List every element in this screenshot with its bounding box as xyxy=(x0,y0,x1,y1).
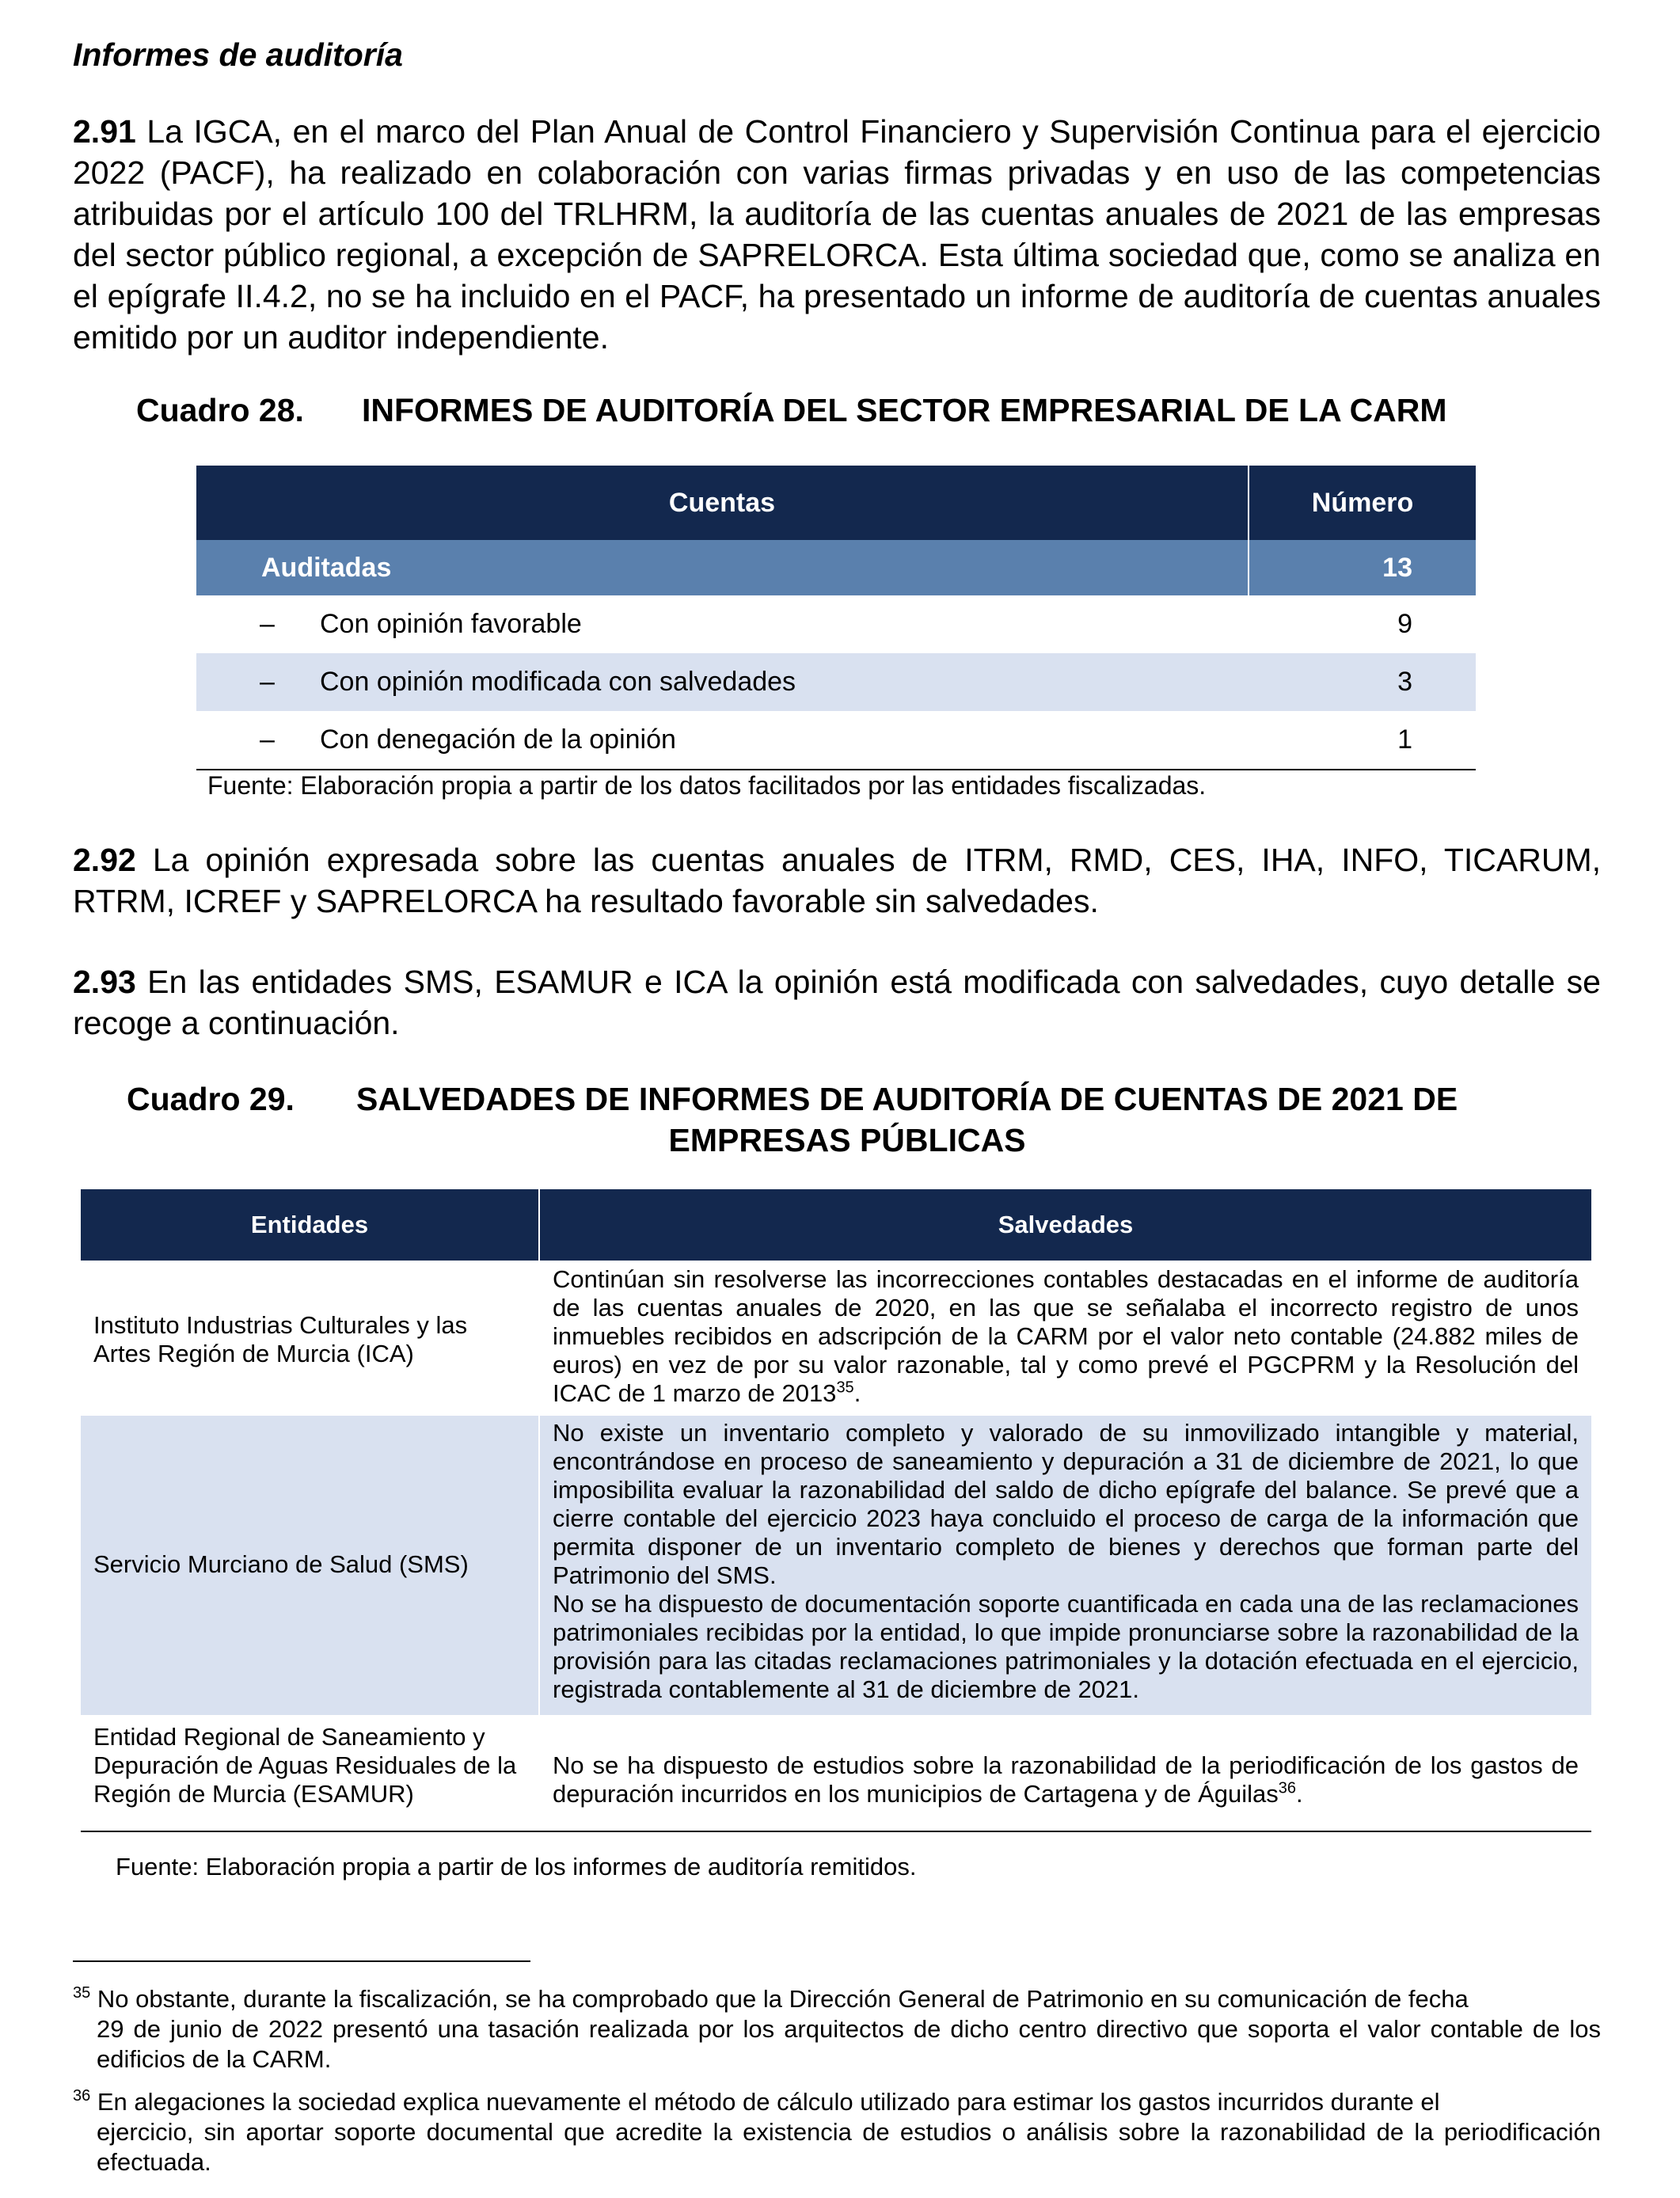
entity-name: Entidad Regional de Saneamiento y Depuración de Aguas Residuales de la Región de Murcia (ESAMUR) xyxy=(93,1723,517,1808)
paragraph-number: 2.92 xyxy=(73,842,136,878)
table-row-sms xyxy=(81,1416,1591,1715)
table-header xyxy=(196,466,1476,540)
table-row xyxy=(196,653,1476,711)
table-29-source: Fuente: Elaboración propia a partir de los informes de auditoría remitidos. xyxy=(116,1853,917,1880)
row-value: 9 xyxy=(1397,609,1412,639)
table-header xyxy=(81,1189,1591,1261)
caption-title: INFORMES DE AUDITORÍA DEL SECTOR EMPRESARIAL DE LA CARM xyxy=(362,392,1447,428)
footnote-divider xyxy=(73,1960,530,1962)
dash-bullet: – xyxy=(260,724,275,755)
paragraph-text: En las entidades SMS, ESAMUR e ICA la opinión está modificada con salvedades, cuyo detalle se recoge a continuación. xyxy=(73,964,1601,1041)
table-28-caption xyxy=(136,390,1447,431)
table-row xyxy=(196,595,1476,653)
footnote-ref: 36 xyxy=(1278,1779,1297,1797)
row-label: Con opinión favorable xyxy=(320,609,582,639)
header-salvedades: Salvedades xyxy=(998,1211,1134,1238)
qualification-text: No se ha dispuesto de estudios sobre la razonabilidad de la periodificación de los gastos de depuración incurridos en los municipios de Cartagena y de Águilas$^{36}$. xyxy=(553,1751,1579,1808)
paragraph-number: 2.93 xyxy=(73,964,136,1000)
caption-label: Cuadro 28. xyxy=(136,392,304,428)
qualifications-table xyxy=(81,1189,1591,1832)
footnote-number: 36 xyxy=(73,2087,91,2105)
row-value: 1 xyxy=(1397,724,1412,755)
paragraph-text: La opinión expresada sobre las cuentas anuales de ITRM, RMD, CES, IHA, INFO, TICARUM, RTRM, ICREF y SAPRELORCA ha resultado favorable sin salvedades. xyxy=(73,842,1601,919)
footnote-35: $^{35}$ No obstante, durante la fiscalización, se ha comprobado que la Dirección General de Patrimonio en su comunicación de fecha 29 de junio de 2022 presentó una tasación realizada por los arquitectos de dicho centro directivo que soporta el valor contable de los edificios de la CARM. xyxy=(73,1984,1601,2073)
footnote-ref: 35 xyxy=(836,1379,854,1397)
footnote-number: 35 xyxy=(73,1984,91,2002)
total-value: 13 xyxy=(1382,553,1412,583)
table-row-total xyxy=(196,540,1476,595)
qualification-text: No existe un inventario completo y valorado de su inmovilizado intangible y material, encontrándose en proceso de saneamiento y depuración a 31 de diciembre de 2021, lo que imposibilita evaluar la razonabilidad del saldo de dicho epígrafe del balance. Se prevé que a cierre contable del ejercicio 2023 haya concluido el proceso de carga de la información que permita disponer de un inventario completo de bienes y derechos que forman parte del Patrimonio del SMS. No se ha dispuesto de documentación soporte cuantificada en cada una de las reclamaciones patrimoniales recibidas por la entidad, lo que impide pronunciarse sobre la razonabilidad de la provisión para las citadas reclamaciones patrimoniales y la dotación efectuada en el ejercicio, registrada contablemente al 31 de diciembre de 2021. xyxy=(553,1419,1579,1703)
entity-name: Servicio Murciano de Salud (SMS) xyxy=(93,1550,469,1578)
entity-name: Instituto Industrias Culturales y las Artes Región de Murcia (ICA) xyxy=(93,1311,468,1367)
table-row xyxy=(196,711,1476,770)
paragraph-number: 2.91 xyxy=(73,113,136,150)
section-title: Informes de auditoría xyxy=(73,36,403,73)
header-cuentas: Cuentas xyxy=(196,466,1249,540)
footnote-36: $^{36}$ En alegaciones la sociedad explica nuevamente el método de cálculo utilizado para estimar los gastos incurridos durante el ejercicio, sin aportar soporte documental que acredite la existencia de estudios o análisis sobre la razonabilidad de la periodificación efectuada. xyxy=(73,2087,1601,2176)
table-row-ica xyxy=(81,1261,1591,1416)
table-row-esamur xyxy=(81,1715,1591,1832)
total-label: Auditadas xyxy=(261,553,392,583)
header-entidades: Entidades xyxy=(81,1189,540,1261)
header-numero: Número xyxy=(1311,488,1414,518)
paragraph-2-92 xyxy=(73,839,1601,922)
dash-bullet: – xyxy=(260,667,275,697)
audit-reports-table xyxy=(196,466,1476,770)
table-29-caption xyxy=(127,1078,1568,1166)
qualification-text: Continúan sin resolverse las incorrecciones contables destacadas en el informe de auditoría de las cuentas anuales de 2020, en las que se señalaba el incorrecto registro de unos inmuebles recibidos en adscripción de la CARM por el valor neto contable (24.882 miles de euros) en vez de por su valor razonable, tal y como prevé el PGCPRM y la Resolución del ICAC de 1 marzo de 2013$^{35}$. xyxy=(553,1265,1579,1407)
dash-bullet: – xyxy=(260,609,275,639)
paragraph-2-91 xyxy=(73,111,1601,358)
caption-label: Cuadro 29. xyxy=(127,1081,295,1117)
row-label: Con denegación de la opinión xyxy=(320,724,676,755)
paragraph-2-93 xyxy=(73,961,1601,1044)
caption-title-line2: EMPRESAS PÚBLICAS xyxy=(668,1122,1026,1158)
row-label: Con opinión modificada con salvedades xyxy=(320,667,796,697)
paragraph-text: La IGCA, en el marco del Plan Anual de Control Financiero y Supervisión Continua para el ejercicio 2022 (PACF), ha realizado en colaboración con varias firmas privadas y en uso de las competencias atribuidas por el artículo 100 del TRLHRM, la auditoría de las cuentas anuales de 2021 de las empresas del sector público regional, a excepción de SAPRELORCA. Esta última sociedad que, como se analiza en el epígrafe II.4.2, no se ha incluido en el PACF, ha presentado un informe de auditoría de cuentas anuales emitido por un auditor independiente. xyxy=(73,113,1601,356)
row-value: 3 xyxy=(1397,667,1412,697)
table-28-source: Fuente: Elaboración propia a partir de los datos facilitados por las entidades fiscalizadas. xyxy=(207,771,1207,800)
caption-title-line1: SALVEDADES DE INFORMES DE AUDITORÍA DE CUENTAS DE 2021 DE xyxy=(356,1081,1458,1117)
